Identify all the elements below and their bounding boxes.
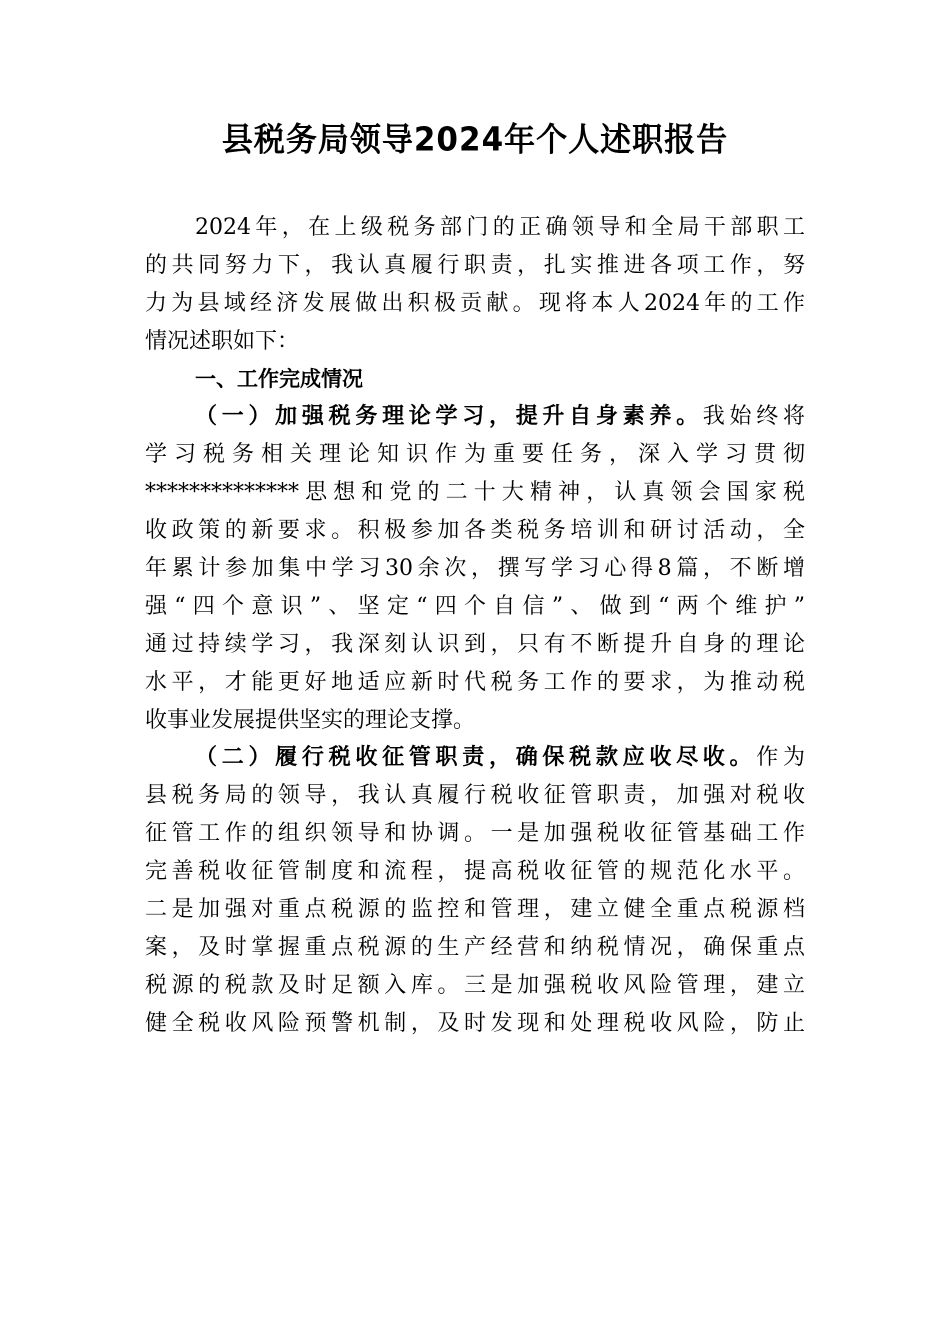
text-line: 通过持续学习，我深刻认识到，只有不断提升自身的理论 xyxy=(145,631,805,657)
section-item-2 xyxy=(145,739,805,1042)
text-line: 健全税收风险预警机制，及时发现和处理税收风险，防止 xyxy=(145,1010,805,1036)
section-heading: 一、工作完成情况 xyxy=(195,366,363,391)
item-first-line-text: 我始终将 xyxy=(702,404,805,430)
text-line: 案，及时掌握重点税源的生产经营和纳税情况，确保重点 xyxy=(145,934,805,960)
text-line: 2024年，在上级税务部门的正确领导和全局干部职工 xyxy=(195,215,805,240)
text-line: 县税务局的领导，我认真履行税收征管职责，加强对税收 xyxy=(145,783,805,809)
text-line: 完善税收征管制度和流程，提高税收征管的规范化水平。 xyxy=(145,859,805,885)
intro-paragraph xyxy=(145,209,805,361)
section-item-1 xyxy=(145,398,805,739)
text-line: 情况述职如下： xyxy=(145,328,300,354)
item-first-line xyxy=(145,398,805,436)
item-heading: （二）履行税收征管职责，确保税款应收尽收。 xyxy=(195,744,757,771)
item-heading: （一）加强税务理论学习，提升自身素养。 xyxy=(195,403,703,430)
text-line: 收事业发展提供坚实的理论支撑。 xyxy=(145,707,476,733)
document-title: 县税务局领导2024年个人述职报告 xyxy=(221,121,729,159)
text-line: 强“四个意识”、坚定“四个自信”、做到“两个维护” xyxy=(145,593,805,619)
text-line: 力为县域经济发展做出积极贡献。现将本人2024年的工作 xyxy=(145,290,805,316)
document-body xyxy=(145,209,805,1043)
text-line: 二是加强对重点税源的监控和管理，建立健全重点税源档 xyxy=(145,897,805,923)
text-line: 收政策的新要求。积极参加各类税务培训和研讨活动，全 xyxy=(145,518,805,544)
text-line: 年累计参加集中学习30余次，撰写学习心得8篇，不断增 xyxy=(145,556,805,582)
text-line: 水平，才能更好地适应新时代税务工作的要求，为推动税 xyxy=(145,669,805,695)
text-line: **************思想和党的二十大精神，认真领会国家税 xyxy=(145,480,805,506)
text-line: 征管工作的组织领导和协调。一是加强税收征管基础工作 xyxy=(145,821,805,847)
text-line: 的共同努力下，我认真履行职责，扎实推进各项工作，努 xyxy=(145,252,805,278)
item-first-line-text: 作为 xyxy=(756,745,805,771)
text-line: 税源的税款及时足额入库。三是加强税收风险管理，建立 xyxy=(145,972,805,998)
text-line: 学习税务相关理论知识作为重要任务，深入学习贯彻 xyxy=(145,442,805,468)
item-first-line xyxy=(145,739,805,777)
